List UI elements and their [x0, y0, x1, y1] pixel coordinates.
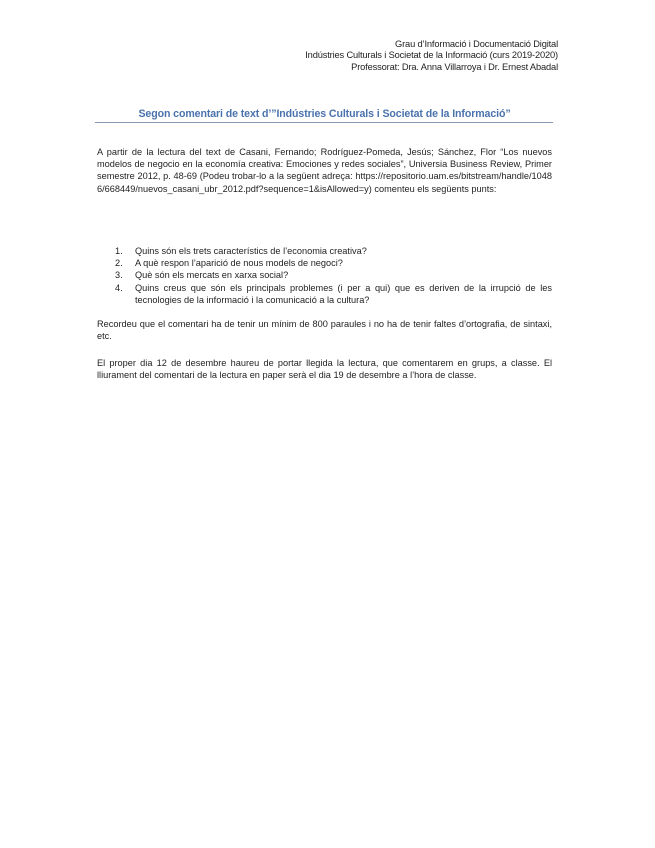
reading-url: https://repositorio.uam.es/bitstream/handle/10486/668449/nuevos_casani_ubr_2012.pdf?sequence=1&isAllowed=y) — [97, 171, 552, 194]
title-underline — [95, 122, 553, 123]
list-item — [97, 245, 552, 257]
list-number: 2. — [115, 258, 123, 269]
dates-paragraph — [97, 357, 552, 381]
header-degree: Grau d’Informació i Documentació Digital — [395, 39, 558, 49]
intro-paragraph — [97, 146, 552, 195]
question-text: Quins creus que són els principals problemes (i per a qui) que es deriven de la irrupció de les tecnologies de la informació i la comunicació a la cultura? — [135, 282, 552, 305]
intro-tail: comenteu els següents punts: — [371, 183, 497, 194]
document-title: Segon comentari de text d’”Indústries Culturals i Societat de la Informació” — [138, 108, 511, 120]
header-teachers: Professorat: Dra. Anna Villarroya i Dr. Ernest Abadal — [351, 61, 558, 72]
list-number: 4. — [115, 282, 123, 293]
list-number: 3. — [115, 270, 123, 281]
question-text: Quins són els trets característics de l’economia creativa? — [135, 246, 367, 256]
header-course: Indústries Culturals i Societat de la Informació (curs 2019-2020) — [305, 50, 558, 61]
requirements-paragraph — [97, 318, 552, 342]
intro-text: A partir de la lectura del text de Casani, Fernando; Rodríguez-Pomeda, Jesús; Sánchez, Flor “Los nuevos modelos de negocio en la economía creativa: Emociones y redes sociales”, Universia Business Review, Primer semestre 2012, p. 48-69 (Podeu trobar-lo a la següent adreça: — [97, 147, 552, 182]
question-text: A què respon l’aparició de nous models de negoci? — [135, 258, 343, 269]
question-text: Què són els mercats en xarxa social? — [135, 270, 289, 281]
questions-list — [97, 245, 552, 306]
list-item — [97, 257, 552, 269]
list-item — [97, 282, 552, 306]
list-item — [97, 269, 552, 281]
list-number: 1. — [115, 246, 123, 256]
document-header — [305, 39, 558, 73]
requirements-text: Recordeu que el comentari ha de tenir un mínim de 800 paraules i no ha de tenir faltes d’ortografia, de sintaxi, etc. — [97, 319, 552, 342]
dates-text: El proper dia 12 de desembre haureu de portar llegida la lectura, que comentarem en grups, a classe. El lliurament del comentari de la lectura en paper serà el dia 19 de desembre a l’hora de classe. — [97, 358, 552, 381]
